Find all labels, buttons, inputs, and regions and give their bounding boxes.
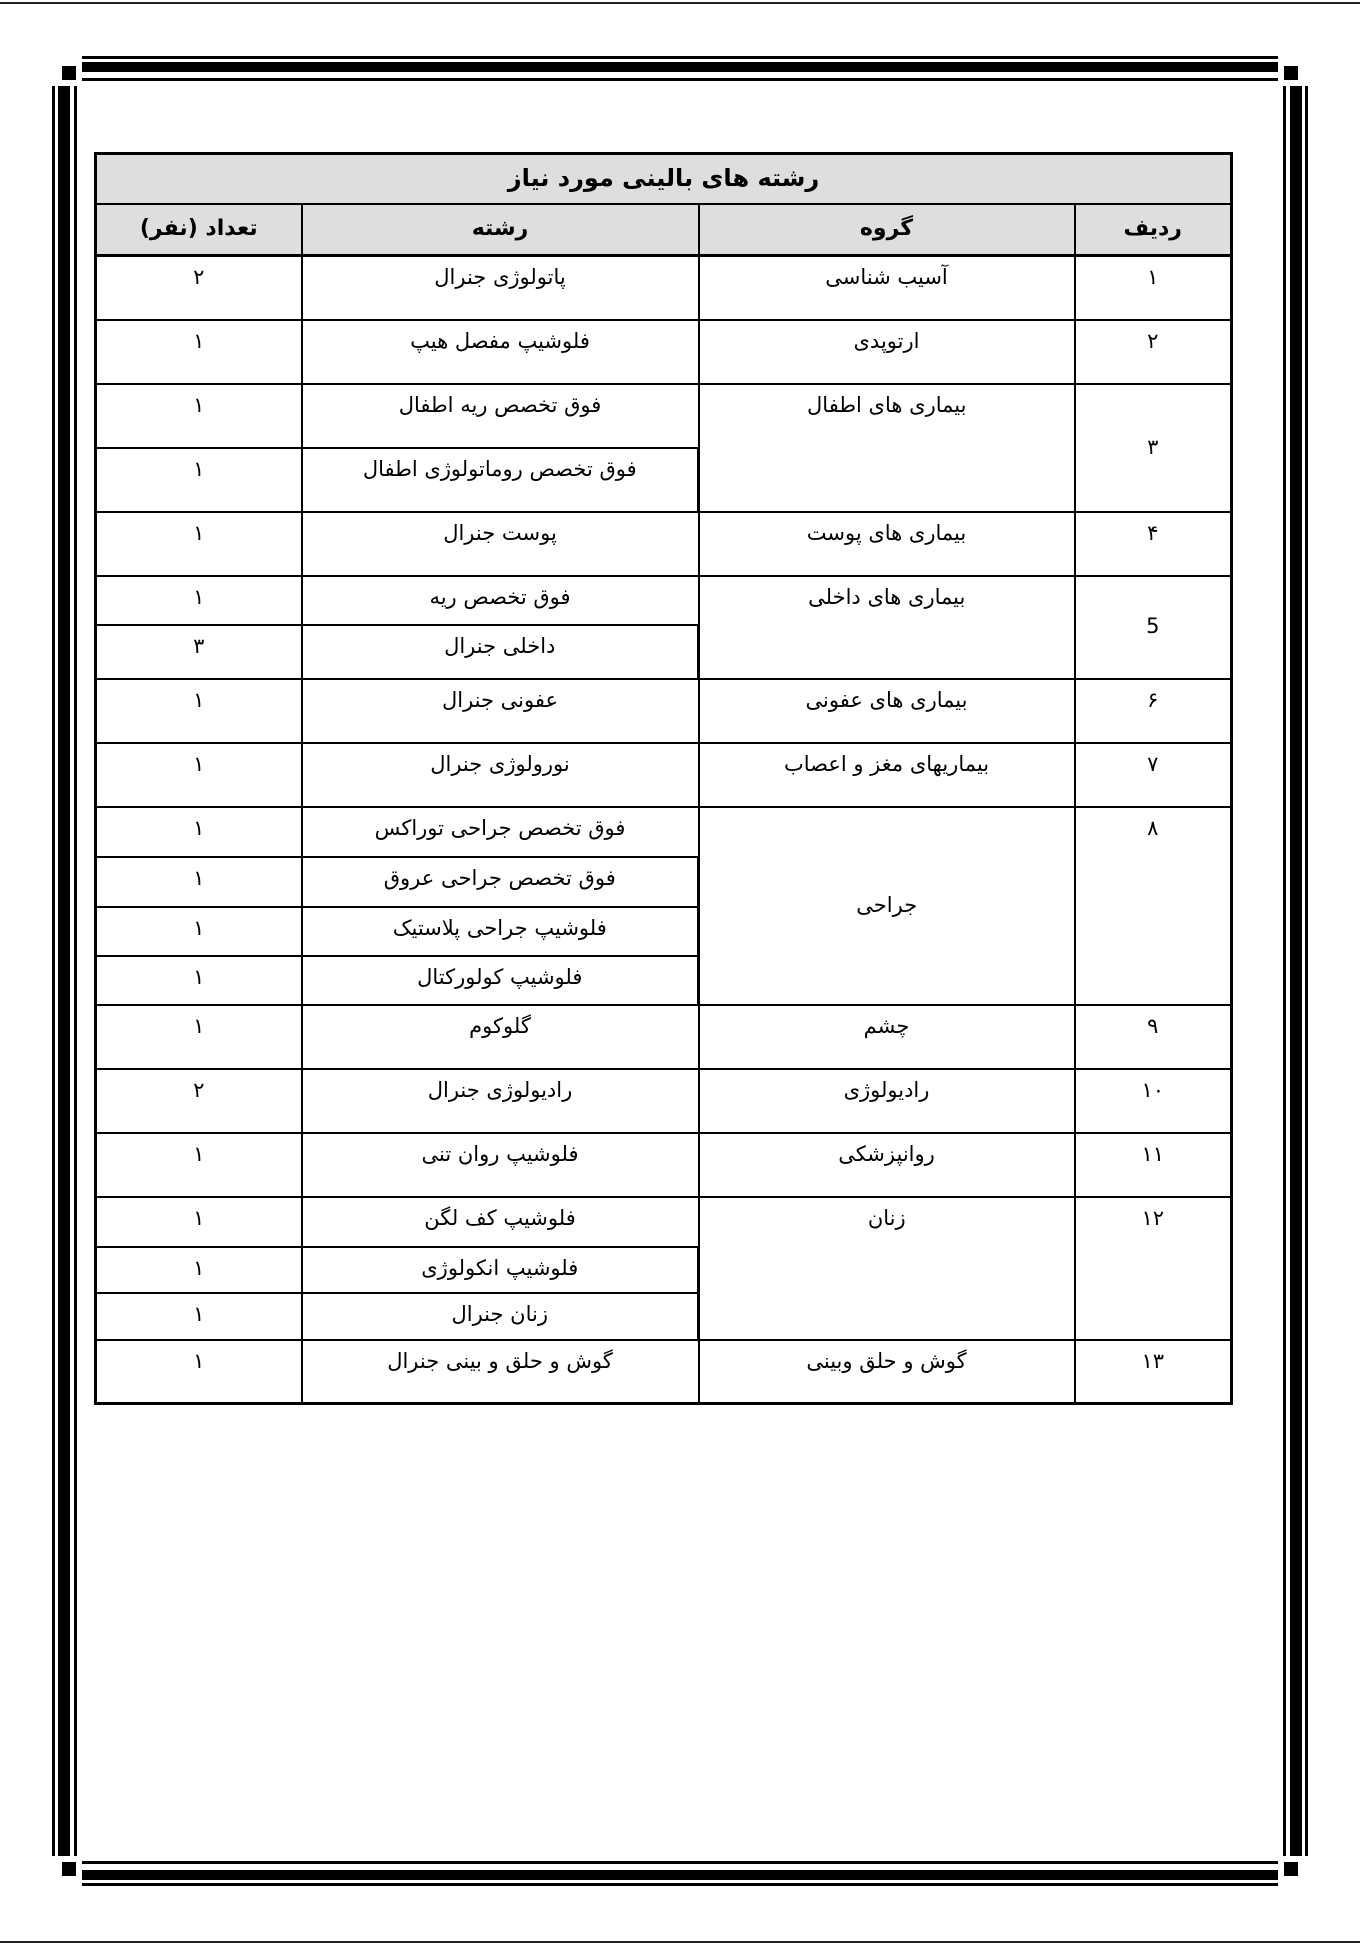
row-number: ۲ [1075, 320, 1232, 384]
top-edge-rule [0, 2, 1360, 4]
row-count: ۱ [96, 1340, 302, 1404]
row-group: بیماری های اطفال [699, 384, 1075, 512]
row-group: رادیولوژی [699, 1069, 1075, 1133]
table-row [96, 743, 1232, 807]
row-number: ۴ [1075, 512, 1232, 576]
table-row [96, 576, 1232, 625]
row-count: ۱ [96, 448, 302, 512]
row-field: فلوشیپ مفصل هیپ [302, 320, 699, 384]
row-number: ۳ [1075, 384, 1232, 512]
row-field: گلوکوم [302, 1005, 699, 1069]
row-field: زنان جنرال [302, 1293, 699, 1340]
table-row [96, 512, 1232, 576]
row-count: ۱ [96, 512, 302, 576]
frame-corner-bottom-right [1278, 1856, 1308, 1886]
row-number: ۱۱ [1075, 1133, 1232, 1197]
row-count: ۱ [96, 956, 302, 1005]
row-count: ۱ [96, 1197, 302, 1247]
table-row [96, 1197, 1232, 1247]
table-row [96, 320, 1232, 384]
table-title-row [96, 154, 1232, 204]
row-group: بیماری های داخلی [699, 576, 1075, 679]
row-number: ۷ [1075, 743, 1232, 807]
table-row [96, 384, 1232, 448]
row-number: ۱۳ [1075, 1340, 1232, 1404]
row-group: بیماری های پوست [699, 512, 1075, 576]
row-count: ۲ [96, 1069, 302, 1133]
row-field: فلوشیپ انکولوژی [302, 1247, 699, 1293]
row-field: عفونی جنرال [302, 679, 699, 743]
table-row [96, 1005, 1232, 1069]
table-row [96, 807, 1232, 857]
frame-corner-bottom-left [52, 1856, 82, 1886]
row-count: ۱ [96, 743, 302, 807]
header-count: تعداد (نفر) [96, 204, 302, 256]
row-number: ۶ [1075, 679, 1232, 743]
row-number: 5 [1075, 576, 1232, 679]
header-group: گروه [699, 204, 1075, 256]
row-number: ۸ [1075, 807, 1232, 1005]
row-field: پاتولوژی جنرال [302, 256, 699, 320]
frame-corner-top-right [1278, 56, 1308, 86]
row-count: ۱ [96, 320, 302, 384]
row-count: ۳ [96, 625, 302, 679]
table-title: رشته های بالینی مورد نیاز [96, 154, 1232, 204]
row-count: ۱ [96, 1133, 302, 1197]
row-count: ۱ [96, 807, 302, 857]
header-radif: ردیف [1075, 204, 1232, 256]
row-field: داخلی جنرال [302, 625, 699, 679]
header-field: رشته [302, 204, 699, 256]
table-row [96, 256, 1232, 320]
row-count: ۱ [96, 576, 302, 625]
row-group: جراحی [699, 807, 1075, 1005]
row-field: گوش و حلق و بینی جنرال [302, 1340, 699, 1404]
row-group: چشم [699, 1005, 1075, 1069]
table-row [96, 1340, 1232, 1404]
table-row [96, 679, 1232, 743]
row-count: ۱ [96, 907, 302, 956]
frame-corner-top-left [52, 56, 82, 86]
row-field: فلوشیپ جراحی پلاستیک [302, 907, 699, 956]
table-header-row [96, 204, 1232, 256]
bottom-edge-rule [0, 1941, 1360, 1943]
row-count: ۱ [96, 1005, 302, 1069]
row-number: ۱ [1075, 256, 1232, 320]
row-field: نورولوژی جنرال [302, 743, 699, 807]
row-count: ۱ [96, 679, 302, 743]
row-number: ۱۲ [1075, 1197, 1232, 1340]
row-number: ۹ [1075, 1005, 1232, 1069]
table-row [96, 1069, 1232, 1133]
row-group: بیماری های عفونی [699, 679, 1075, 743]
row-field: فوق تخصص جراحی توراکس [302, 807, 699, 857]
row-group: زنان [699, 1197, 1075, 1340]
table-row [96, 1133, 1232, 1197]
row-count: ۱ [96, 384, 302, 448]
row-group: بیماریهای مغز و اعصاب [699, 743, 1075, 807]
row-group: ارتوپدی [699, 320, 1075, 384]
row-number: ۱۰ [1075, 1069, 1232, 1133]
row-count: ۲ [96, 256, 302, 320]
row-group: آسیب شناسی [699, 256, 1075, 320]
row-field: رادیولوژی جنرال [302, 1069, 699, 1133]
row-count: ۱ [96, 1293, 302, 1340]
row-count: ۱ [96, 857, 302, 907]
row-field: فلوشیپ کف لگن [302, 1197, 699, 1247]
row-field: فلوشیپ روان تنی [302, 1133, 699, 1197]
row-field: پوست جنرال [302, 512, 699, 576]
row-field: فلوشیپ کولورکتال [302, 956, 699, 1005]
row-group: گوش و حلق وبینی [699, 1340, 1075, 1404]
row-field: فوق تخصص روماتولوژی اطفال [302, 448, 699, 512]
row-group: روانپزشکی [699, 1133, 1075, 1197]
row-field: فوق تخصص ریه اطفال [302, 384, 699, 448]
row-field: فوق تخصص ریه [302, 576, 699, 625]
row-field: فوق تخصص جراحی عروق [302, 857, 699, 907]
row-count: ۱ [96, 1247, 302, 1293]
clinical-fields-table [94, 152, 1233, 1405]
clinical-fields-table-wrapper [94, 152, 1230, 1405]
